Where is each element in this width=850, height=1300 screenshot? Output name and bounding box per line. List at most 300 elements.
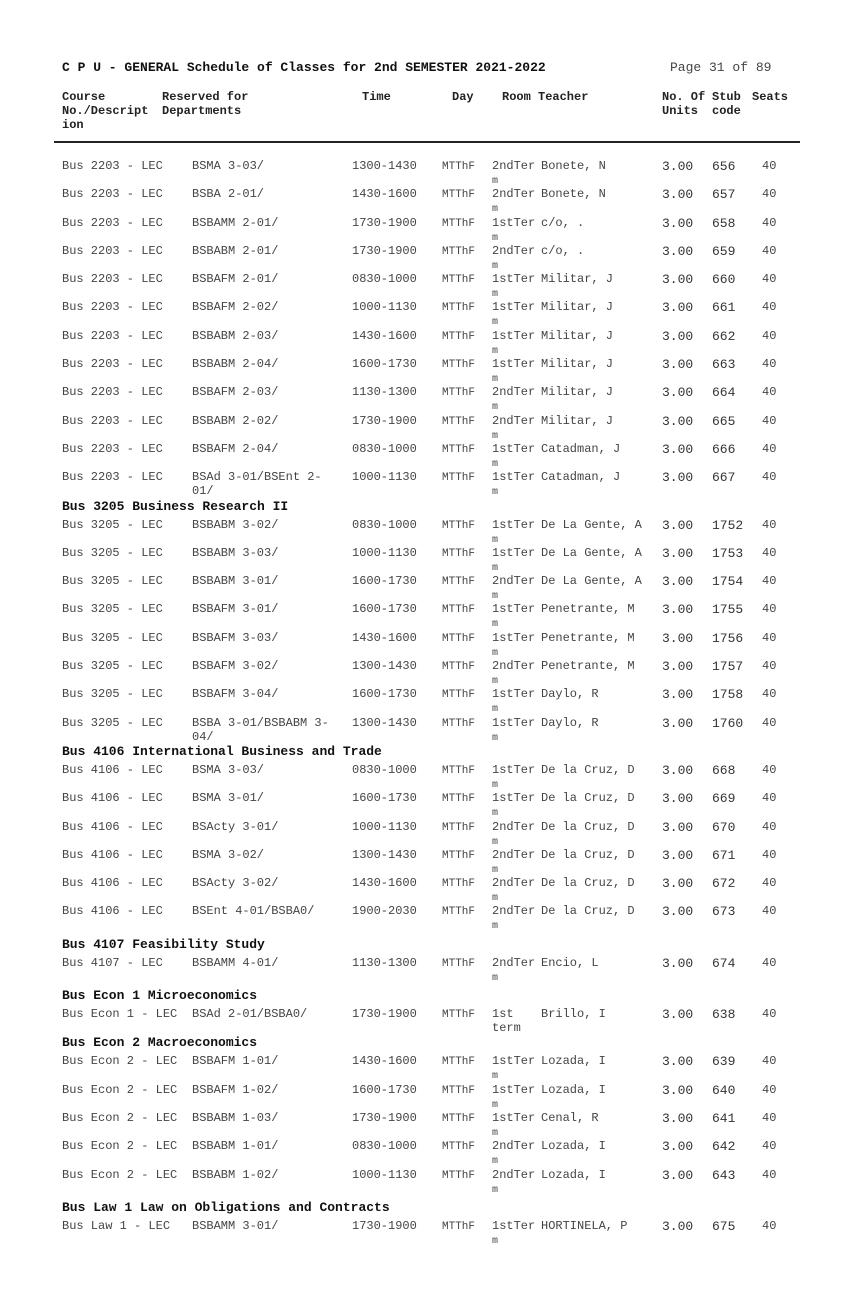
page-number: Page 31 of 89 [670, 60, 772, 75]
stub-code-cell: 1753 [712, 545, 744, 561]
course-cell: Bus 2203 - LEC [62, 328, 163, 343]
teacher-cell: Militar, J [541, 272, 614, 287]
day-cell: MTThF [442, 604, 476, 617]
table-row [0, 1083, 850, 1111]
table-row [0, 791, 850, 819]
day-cell: MTThF [442, 878, 476, 891]
col-header-day: Day [452, 90, 474, 104]
room-cell: 1stTer m [492, 470, 536, 499]
table-row [0, 687, 850, 715]
day-cell: MTThF [442, 217, 476, 230]
stub-code-cell: 1758 [712, 687, 744, 703]
table-row [0, 631, 850, 659]
day-cell: MTThF [442, 189, 476, 202]
course-cell: Bus Econ 2 - LEC [62, 1110, 178, 1125]
table-row [0, 272, 850, 300]
seats-cell: 40 [762, 847, 777, 862]
teacher-cell: De la Cruz, D [541, 876, 635, 891]
table-row [0, 442, 850, 470]
seats-cell: 40 [762, 470, 777, 485]
seats-cell: 40 [762, 630, 777, 645]
stub-code-cell: 667 [712, 470, 736, 486]
time-cell: 0830-1000 [352, 517, 417, 532]
units-cell: 3.00 [662, 215, 694, 231]
teacher-cell: Catadman, J [541, 441, 621, 456]
room-cell: 2ndTer m [492, 385, 536, 414]
room-cell: 1st term [492, 1007, 521, 1036]
day-cell: MTThF [442, 906, 476, 919]
seats-cell: 40 [762, 1110, 777, 1125]
room-cell: 2ndTer m [492, 574, 536, 603]
day-cell: MTThF [442, 632, 476, 645]
room-cell: 2ndTer m [492, 955, 536, 984]
teacher-cell: c/o, . [541, 215, 585, 230]
col-header-course: Course No./Descript ion [62, 90, 149, 132]
stub-code-cell: 674 [712, 955, 736, 971]
table-row [0, 1139, 850, 1167]
room-cell: 1stTer m [492, 630, 536, 659]
stub-code-cell: 1757 [712, 659, 744, 675]
units-cell: 3.00 [662, 687, 694, 703]
units-cell: 3.00 [662, 357, 694, 373]
day-cell: MTThF [442, 547, 476, 560]
units-cell: 3.00 [662, 574, 694, 590]
time-cell: 1430-1600 [352, 630, 417, 645]
day-cell: MTThF [442, 472, 476, 485]
course-section-heading: Bus Econ 2 Macroeconomics [62, 1035, 258, 1051]
stub-code-cell: 661 [712, 300, 736, 316]
course-cell: Bus 3205 - LEC [62, 602, 163, 617]
reserved-cell: BSAd 2-01/BSBA0/ [192, 1007, 308, 1022]
reserved-cell: BSBABM 1-01/ [192, 1139, 279, 1154]
teacher-cell: De La Gente, A [541, 574, 642, 589]
stub-code-cell: 642 [712, 1139, 736, 1155]
teacher-cell: Catadman, J [541, 470, 621, 485]
room-cell: 1stTer m [492, 357, 536, 386]
table-row [0, 763, 850, 791]
time-cell: 1430-1600 [352, 1054, 417, 1069]
reserved-cell: BSBAFM 1-01/ [192, 1054, 279, 1069]
teacher-cell: Lozada, I [541, 1054, 606, 1069]
teacher-cell: Cenal, R [541, 1110, 599, 1125]
table-row [0, 244, 850, 272]
course-section-heading: Bus 3205 Business Research II [62, 498, 289, 514]
reserved-cell: BSBABM 3-02/ [192, 517, 279, 532]
schedule-table [0, 159, 850, 1247]
teacher-cell: De La Gente, A [541, 545, 642, 560]
time-cell: 1900-2030 [352, 904, 417, 919]
stub-code-cell: 664 [712, 385, 736, 401]
teacher-cell: Brillo, I [541, 1007, 606, 1022]
seats-cell: 40 [762, 574, 777, 589]
units-cell: 3.00 [662, 847, 694, 863]
col-header-stub: Stub code [712, 90, 741, 118]
units-cell: 3.00 [662, 1139, 694, 1155]
time-cell: 0830-1000 [352, 762, 417, 777]
units-cell: 3.00 [662, 1167, 694, 1183]
table-row [0, 357, 850, 385]
time-cell: 1600-1730 [352, 357, 417, 372]
teacher-cell: De la Cruz, D [541, 762, 635, 777]
course-cell: Bus 4107 - LEC [62, 955, 163, 970]
stub-code-cell: 638 [712, 1007, 736, 1023]
teacher-cell: c/o, . [541, 243, 585, 258]
col-header-seats: Seats [752, 90, 789, 104]
seats-cell: 40 [762, 1082, 777, 1097]
teacher-cell: HORTINELA, P [541, 1218, 628, 1233]
room-cell: 2ndTer m [492, 187, 536, 216]
room-cell: 1stTer m [492, 687, 536, 716]
table-row [0, 300, 850, 328]
units-cell: 3.00 [662, 159, 694, 174]
time-cell: 1300-1430 [352, 159, 417, 173]
reserved-cell: BSActy 3-01/ [192, 819, 279, 834]
seats-cell: 40 [762, 602, 777, 617]
reserved-cell: BSBAFM 3-01/ [192, 602, 279, 617]
teacher-cell: Militar, J [541, 328, 614, 343]
teacher-cell: Bonete, N [541, 187, 606, 202]
seats-cell: 40 [762, 955, 777, 970]
reserved-cell: BSMA 3-03/ [192, 762, 265, 777]
stub-code-cell: 668 [712, 762, 736, 778]
seats-cell: 40 [762, 1167, 777, 1182]
stub-code-cell: 675 [712, 1218, 736, 1234]
reserved-cell: BSBAMM 3-01/ [192, 1218, 279, 1233]
day-cell: MTThF [442, 359, 476, 372]
stub-code-cell: 666 [712, 441, 736, 457]
teacher-cell: Militar, J [541, 385, 614, 400]
teacher-cell: De la Cruz, D [541, 847, 635, 862]
teacher-cell: Encio, L [541, 955, 599, 970]
reserved-cell: BSBA 2-01/ [192, 187, 265, 202]
course-cell: Bus 4106 - LEC [62, 847, 163, 862]
reserved-cell: BSMA 3-03/ [192, 159, 265, 173]
course-cell: Bus 4106 - LEC [62, 904, 163, 919]
units-cell: 3.00 [662, 243, 694, 259]
course-cell: Bus 4106 - LEC [62, 791, 163, 806]
table-row [0, 518, 850, 546]
reserved-cell: BSBABM 2-01/ [192, 243, 279, 258]
room-cell: 1stTer m [492, 328, 536, 357]
units-cell: 3.00 [662, 659, 694, 675]
room-cell: 2ndTer m [492, 904, 536, 933]
reserved-cell: BSBAFM 2-03/ [192, 385, 279, 400]
units-cell: 3.00 [662, 1054, 694, 1070]
stub-code-cell: 671 [712, 847, 736, 863]
stub-code-cell: 663 [712, 357, 736, 373]
room-cell: 1stTer m [492, 517, 536, 546]
units-cell: 3.00 [662, 470, 694, 486]
table-row [0, 602, 850, 630]
course-cell: Bus Econ 2 - LEC [62, 1054, 178, 1069]
stub-code-cell: 639 [712, 1054, 736, 1070]
units-cell: 3.00 [662, 1082, 694, 1098]
reserved-cell: BSMA 3-02/ [192, 847, 265, 862]
reserved-cell: BSBAFM 2-04/ [192, 441, 279, 456]
room-cell: 1stTer m [492, 1218, 536, 1247]
reserved-cell: BSBAFM 2-01/ [192, 272, 279, 287]
course-cell: Bus 4106 - LEC [62, 876, 163, 891]
units-cell: 3.00 [662, 715, 694, 731]
time-cell: 1000-1130 [352, 470, 417, 485]
stub-code-cell: 670 [712, 819, 736, 835]
seats-cell: 40 [762, 1054, 777, 1069]
course-section-heading: Bus 4107 Feasibility Study [62, 936, 265, 952]
table-row [0, 414, 850, 442]
reserved-cell: BSBABM 2-02/ [192, 413, 279, 428]
day-cell: MTThF [442, 1009, 476, 1022]
table-row [0, 1219, 850, 1247]
table-row [0, 716, 850, 744]
day-cell: MTThF [442, 161, 476, 173]
room-cell: 1stTer m [492, 545, 536, 574]
room-cell: 2ndTer m [492, 243, 536, 272]
time-cell: 1730-1900 [352, 215, 417, 230]
course-cell: Bus Econ 1 - LEC [62, 1007, 178, 1022]
teacher-cell: De la Cruz, D [541, 819, 635, 834]
teacher-cell: Lozada, I [541, 1082, 606, 1097]
table-row [0, 956, 850, 984]
units-cell: 3.00 [662, 955, 694, 971]
course-cell: Bus 2203 - LEC [62, 159, 163, 173]
stub-code-cell: 657 [712, 187, 736, 203]
teacher-cell: Penetrante, M [541, 630, 635, 645]
seats-cell: 40 [762, 762, 777, 777]
day-cell: MTThF [442, 689, 476, 702]
room-cell: 2ndTer m [492, 847, 536, 876]
stub-code-cell: 1754 [712, 574, 744, 590]
teacher-cell: Bonete, N [541, 159, 606, 173]
room-cell: 1stTer m [492, 215, 536, 244]
units-cell: 3.00 [662, 272, 694, 288]
header-rule [54, 141, 800, 143]
course-cell: Bus 2203 - LEC [62, 272, 163, 287]
reserved-cell: BSMA 3-01/ [192, 791, 265, 806]
teacher-cell: Penetrante, M [541, 602, 635, 617]
time-cell: 1000-1130 [352, 819, 417, 834]
table-row [0, 659, 850, 687]
seats-cell: 40 [762, 357, 777, 372]
day-cell: MTThF [442, 245, 476, 258]
reserved-cell: BSBAFM 3-04/ [192, 687, 279, 702]
stub-code-cell: 1752 [712, 517, 744, 533]
reserved-cell: BSBAMM 2-01/ [192, 215, 279, 230]
reserved-cell: BSBABM 1-02/ [192, 1167, 279, 1182]
course-cell: Bus 3205 - LEC [62, 659, 163, 674]
seats-cell: 40 [762, 272, 777, 287]
table-row [0, 385, 850, 413]
units-cell: 3.00 [662, 1007, 694, 1023]
stub-code-cell: 669 [712, 791, 736, 807]
reserved-cell: BSAd 3-01/BSEnt 2- 01/ [192, 470, 322, 499]
units-cell: 3.00 [662, 441, 694, 457]
course-cell: Bus 3205 - LEC [62, 545, 163, 560]
room-cell: 2ndTer m [492, 1167, 536, 1196]
stub-code-cell: 673 [712, 904, 736, 920]
units-cell: 3.00 [662, 1110, 694, 1126]
time-cell: 1300-1430 [352, 715, 417, 730]
units-cell: 3.00 [662, 413, 694, 429]
time-cell: 1730-1900 [352, 413, 417, 428]
course-cell: Bus Econ 2 - LEC [62, 1082, 178, 1097]
day-cell: MTThF [442, 330, 476, 343]
units-cell: 3.00 [662, 385, 694, 401]
teacher-cell: Lozada, I [541, 1167, 606, 1182]
stub-code-cell: 1755 [712, 602, 744, 618]
units-cell: 3.00 [662, 630, 694, 646]
reserved-cell: BSBAFM 2-02/ [192, 300, 279, 315]
seats-cell: 40 [762, 659, 777, 674]
room-cell: 2ndTer m [492, 876, 536, 905]
seats-cell: 40 [762, 545, 777, 560]
reserved-cell: BSBABM 2-04/ [192, 357, 279, 372]
seats-cell: 40 [762, 791, 777, 806]
day-cell: MTThF [442, 1141, 476, 1154]
course-cell: Bus Econ 2 - LEC [62, 1167, 178, 1182]
time-cell: 1730-1900 [352, 243, 417, 258]
time-cell: 1600-1730 [352, 1082, 417, 1097]
course-cell: Bus 3205 - LEC [62, 715, 163, 730]
day-cell: MTThF [442, 849, 476, 862]
time-cell: 1600-1730 [352, 791, 417, 806]
room-cell: 1stTer m [492, 272, 536, 301]
course-cell: Bus Law 1 - LEC [62, 1218, 171, 1233]
teacher-cell: De la Cruz, D [541, 904, 635, 919]
time-cell: 1600-1730 [352, 574, 417, 589]
table-row [0, 546, 850, 574]
col-header-units: No. Of Units [662, 90, 706, 118]
room-cell: 1stTer m [492, 602, 536, 631]
seats-cell: 40 [762, 1139, 777, 1154]
day-cell: MTThF [442, 793, 476, 806]
units-cell: 3.00 [662, 1218, 694, 1234]
course-cell: Bus 2203 - LEC [62, 413, 163, 428]
time-cell: 1000-1130 [352, 300, 417, 315]
seats-cell: 40 [762, 876, 777, 891]
units-cell: 3.00 [662, 187, 694, 203]
reserved-cell: BSBABM 2-03/ [192, 328, 279, 343]
time-cell: 1430-1600 [352, 876, 417, 891]
table-row [0, 876, 850, 904]
day-cell: MTThF [442, 415, 476, 428]
room-cell: 1stTer m [492, 1110, 536, 1139]
room-cell: 1stTer m [492, 762, 536, 791]
room-cell: 1stTer m [492, 300, 536, 329]
time-cell: 1730-1900 [352, 1110, 417, 1125]
room-cell: 1stTer m [492, 1054, 536, 1083]
units-cell: 3.00 [662, 517, 694, 533]
col-header-reserved: Reserved for Departments [162, 90, 249, 118]
time-cell: 0830-1000 [352, 441, 417, 456]
time-cell: 1600-1730 [352, 602, 417, 617]
units-cell: 3.00 [662, 904, 694, 920]
table-row [0, 1007, 850, 1035]
teacher-cell: Militar, J [541, 413, 614, 428]
course-cell: Bus 2203 - LEC [62, 470, 163, 485]
room-cell: 2ndTer m [492, 819, 536, 848]
seats-cell: 40 [762, 441, 777, 456]
table-row [0, 1168, 850, 1196]
seats-cell: 40 [762, 1007, 777, 1022]
reserved-cell: BSBAFM 1-02/ [192, 1082, 279, 1097]
units-cell: 3.00 [662, 328, 694, 344]
table-row [0, 159, 850, 187]
col-header-time: Time [362, 90, 391, 104]
table-row [0, 470, 850, 498]
room-cell: 2ndTer m [492, 159, 536, 187]
time-cell: 1130-1300 [352, 955, 417, 970]
room-cell: 2ndTer m [492, 1139, 536, 1168]
course-cell: Bus 2203 - LEC [62, 187, 163, 202]
day-cell: MTThF [442, 274, 476, 287]
time-cell: 1430-1600 [352, 187, 417, 202]
course-cell: Bus 2203 - LEC [62, 215, 163, 230]
seats-cell: 40 [762, 1218, 777, 1233]
units-cell: 3.00 [662, 819, 694, 835]
page-title: C P U - GENERAL Schedule of Classes for 2nd SEMESTER 2021-2022 [62, 60, 546, 75]
day-cell: MTThF [442, 1220, 476, 1233]
reserved-cell: BSBAFM 3-03/ [192, 630, 279, 645]
teacher-cell: Daylo, R [541, 715, 599, 730]
time-cell: 1730-1900 [352, 1218, 417, 1233]
day-cell: MTThF [442, 387, 476, 400]
course-cell: Bus 3205 - LEC [62, 574, 163, 589]
table-row [0, 574, 850, 602]
seats-cell: 40 [762, 517, 777, 532]
units-cell: 3.00 [662, 300, 694, 316]
course-cell: Bus 4106 - LEC [62, 762, 163, 777]
room-cell: 2ndTer m [492, 659, 536, 688]
teacher-cell: Lozada, I [541, 1139, 606, 1154]
table-row [0, 1111, 850, 1139]
reserved-cell: BSEnt 4-01/BSBA0/ [192, 904, 315, 919]
seats-cell: 40 [762, 715, 777, 730]
course-cell: Bus 2203 - LEC [62, 385, 163, 400]
seats-cell: 40 [762, 328, 777, 343]
course-cell: Bus 2203 - LEC [62, 243, 163, 258]
room-cell: 1stTer m [492, 1082, 536, 1111]
reserved-cell: BSBABM 3-01/ [192, 574, 279, 589]
day-cell: MTThF [442, 1056, 476, 1069]
course-cell: Bus 3205 - LEC [62, 687, 163, 702]
stub-code-cell: 656 [712, 159, 736, 174]
seats-cell: 40 [762, 215, 777, 230]
seats-cell: 40 [762, 159, 777, 173]
teacher-cell: Penetrante, M [541, 659, 635, 674]
day-cell: MTThF [442, 1169, 476, 1182]
table-row [0, 329, 850, 357]
stub-code-cell: 672 [712, 876, 736, 892]
seats-cell: 40 [762, 413, 777, 428]
units-cell: 3.00 [662, 545, 694, 561]
seats-cell: 40 [762, 300, 777, 315]
stub-code-cell: 659 [712, 243, 736, 259]
day-cell: MTThF [442, 519, 476, 532]
course-cell: Bus 4106 - LEC [62, 819, 163, 834]
time-cell: 1600-1730 [352, 687, 417, 702]
room-cell: 1stTer m [492, 441, 536, 470]
table-row [0, 904, 850, 932]
course-cell: Bus 2203 - LEC [62, 357, 163, 372]
course-section-heading: Bus Law 1 Law on Obligations and Contracts [62, 1199, 390, 1215]
teacher-cell: Militar, J [541, 300, 614, 315]
stub-code-cell: 643 [712, 1167, 736, 1183]
time-cell: 1000-1130 [352, 1167, 417, 1182]
units-cell: 3.00 [662, 791, 694, 807]
course-cell: Bus 2203 - LEC [62, 300, 163, 315]
time-cell: 1300-1430 [352, 659, 417, 674]
day-cell: MTThF [442, 1084, 476, 1097]
